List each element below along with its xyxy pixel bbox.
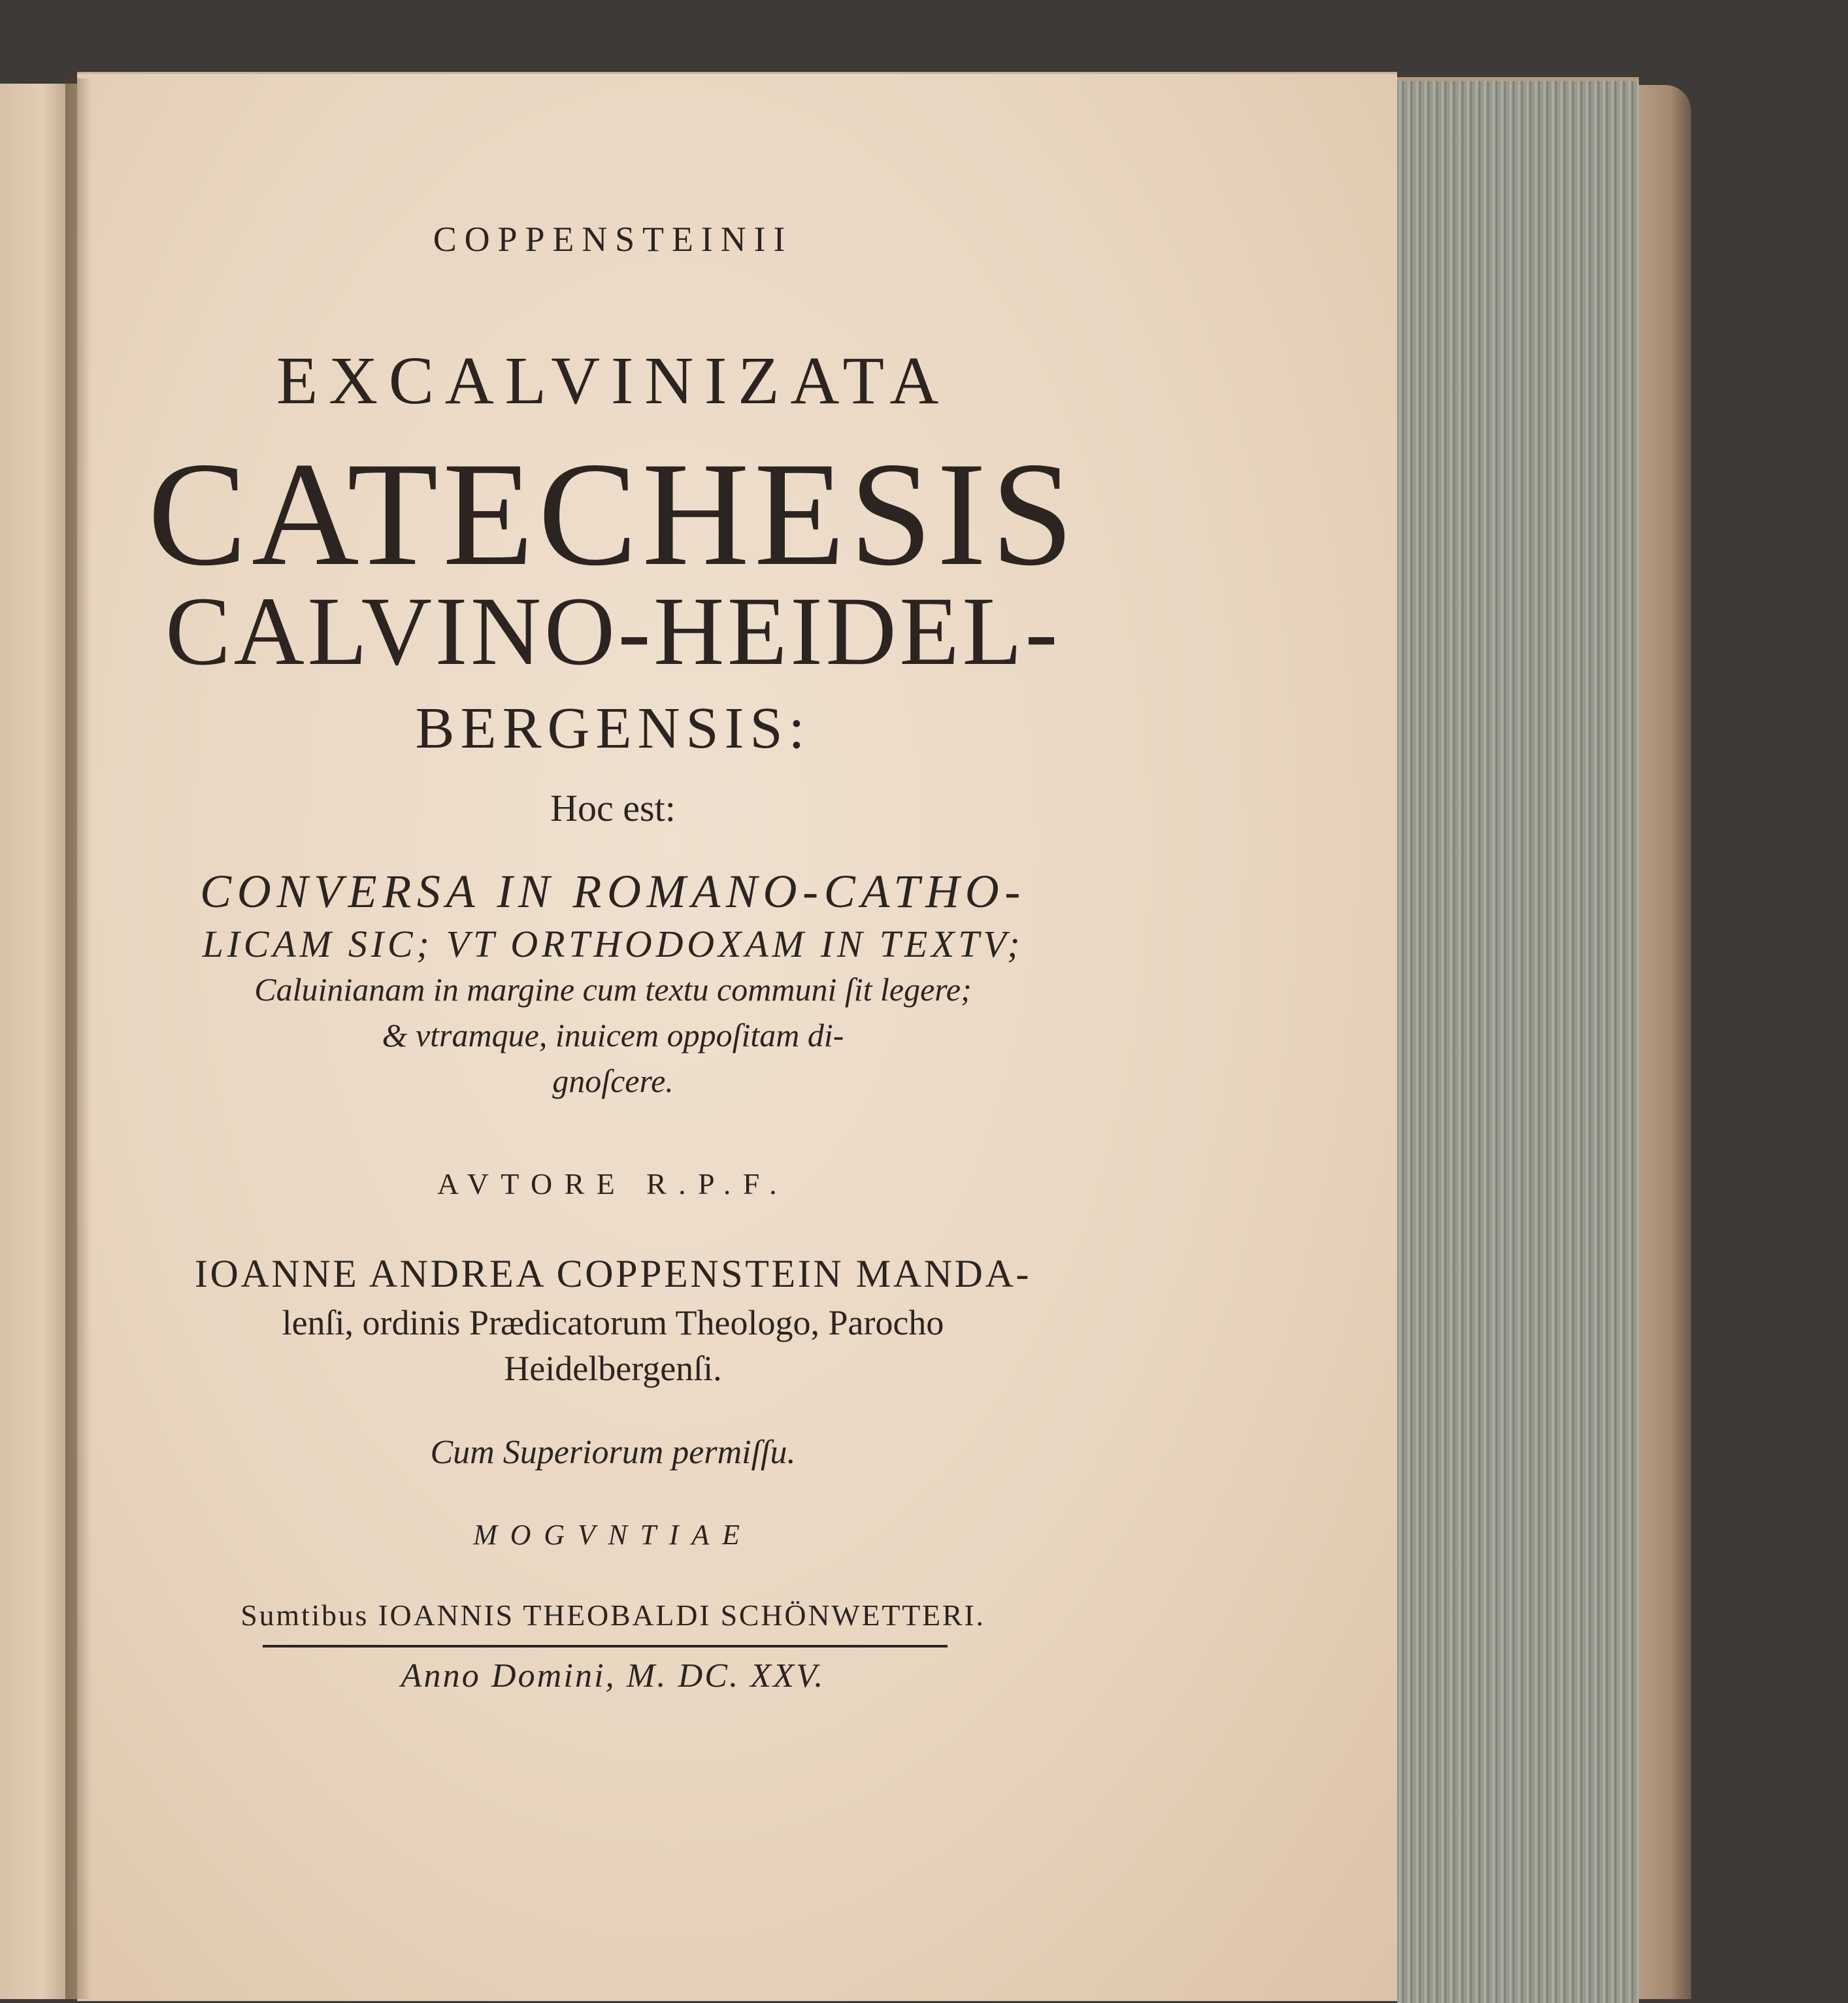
author-line-1: IOANNE ANDREA COPPENSTEIN MANDA-	[194, 1252, 1032, 1295]
book-binding	[1639, 85, 1691, 1999]
date-line: Anno Domini, M. DC. XXV.	[401, 1657, 825, 1695]
conversa-line-2: LICAM SIC; VT ORTHODOXAM IN TEXTV;	[202, 923, 1024, 965]
imprint-rule	[263, 1645, 948, 1647]
autore-line: AVTORE R.P.F.	[437, 1167, 789, 1200]
author-line-3: Heidelbergenſi.	[504, 1349, 722, 1388]
hoc-est-line: Hoc est:	[550, 787, 676, 829]
place-line: MOGVNTIAE	[473, 1519, 753, 1551]
vtramque-line: & vtramque, inuicem oppoſitam di-	[382, 1017, 844, 1053]
title-page	[77, 72, 1397, 2001]
title-excalvinizata: EXCALVINIZATA	[276, 343, 950, 418]
fore-edge-leaves	[1397, 77, 1639, 2003]
gnoscere-line: gnoſcere.	[552, 1063, 674, 1099]
author-line-2: lenſi, ordinis Prædicatorum Theologo, Parocho	[282, 1303, 944, 1342]
permission-line: Cum Superiorum permiſſu.	[430, 1434, 796, 1471]
title-bergensis: BERGENSIS:	[415, 696, 811, 761]
title-calvino-heidel: CALVINO-HEIDEL-	[165, 577, 1061, 686]
gutter-shadow	[65, 78, 91, 1999]
conversa-line-1: CONVERSA IN ROMANO-CATHO-	[200, 865, 1026, 918]
title-catechesis: CATECHESIS	[148, 432, 1078, 597]
calvinianam-line: Caluinianam in margine cum textu communi ſit legere;	[254, 971, 972, 1008]
author-name-heading: COPPENSTEINII	[433, 220, 793, 259]
publisher-line: Sumtibus IOANNIS THEOBALDI SCHÖNWETTERI.	[240, 1598, 985, 1632]
